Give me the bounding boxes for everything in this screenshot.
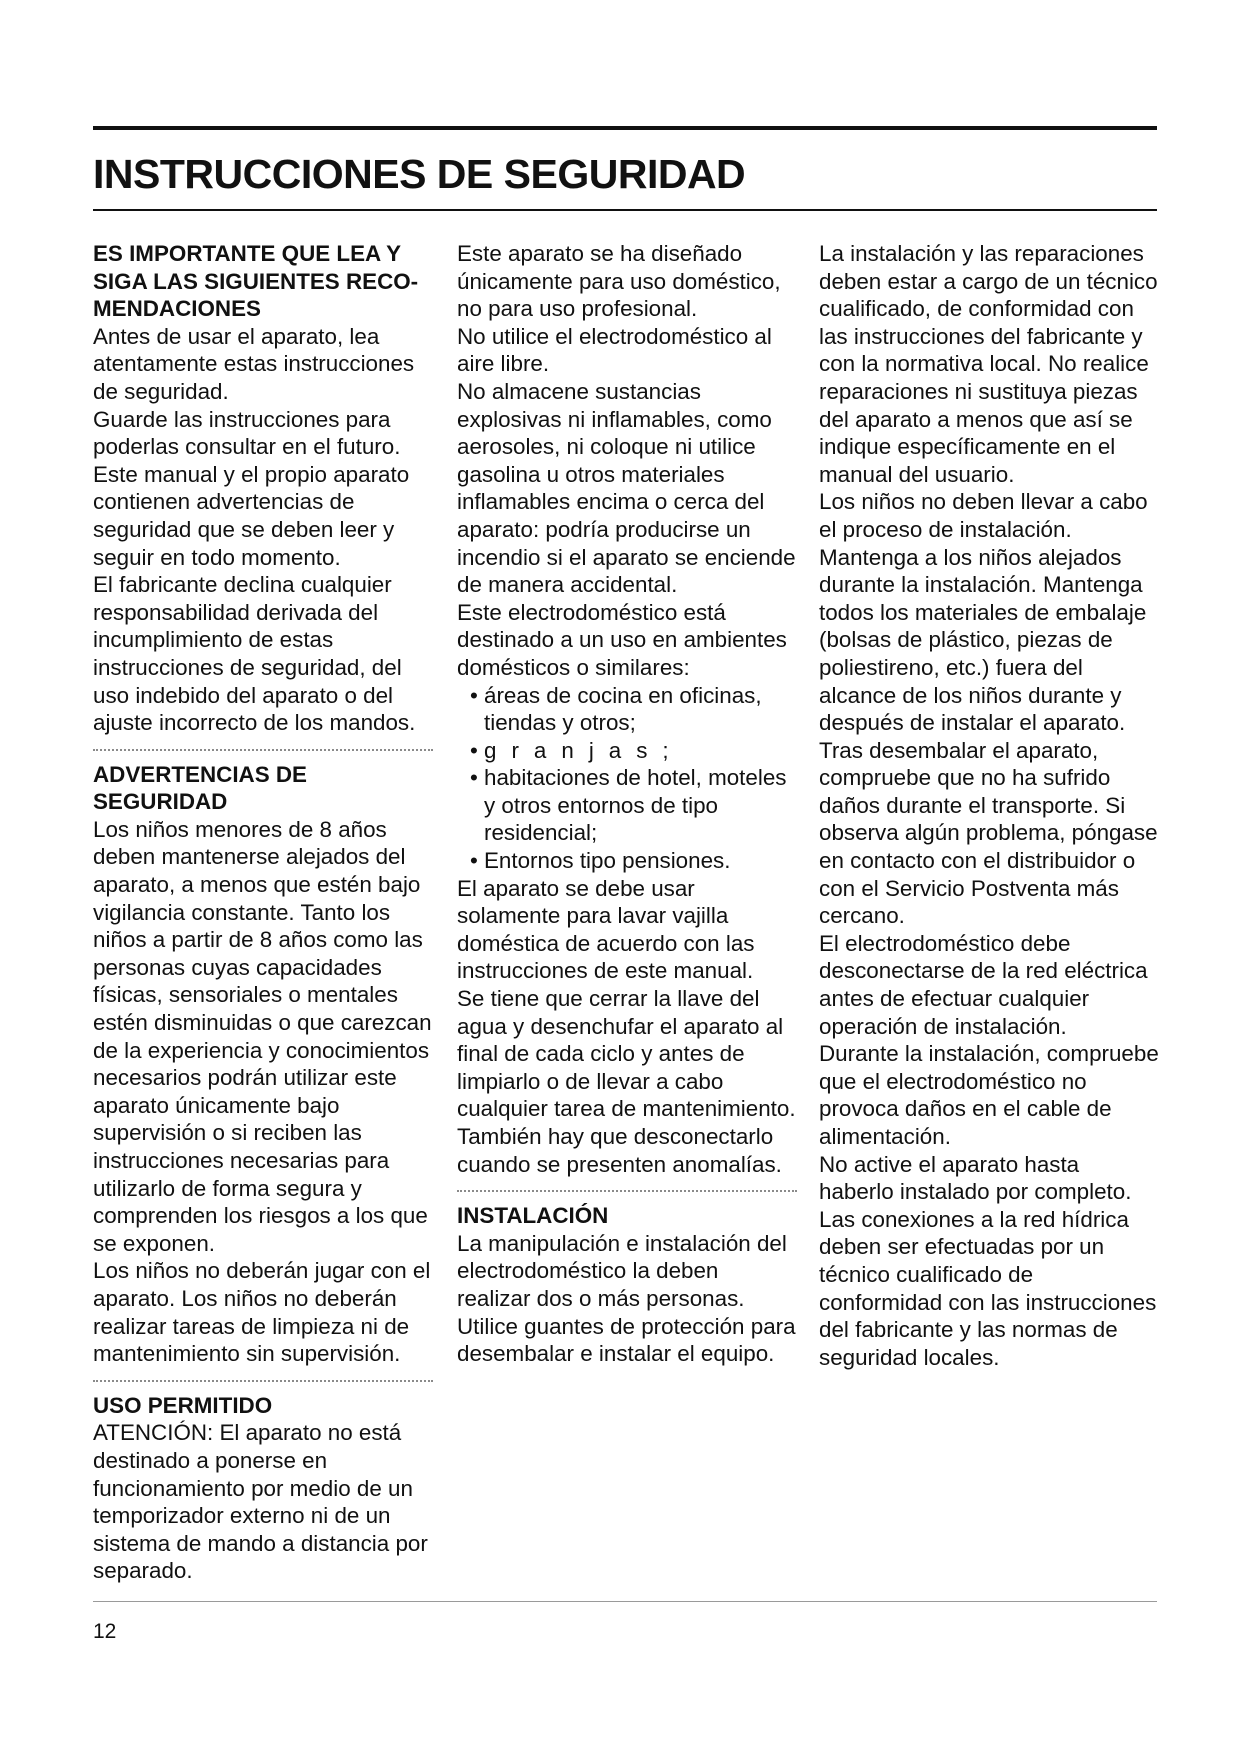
column-2 bbox=[457, 240, 797, 1368]
paragraph: Este electrodoméstico está destinado a un uso en ambientes domésticos o similares: bbox=[457, 599, 787, 680]
paragraph: No active el aparato hasta haberlo instalado por completo. bbox=[819, 1151, 1132, 1205]
list-item: • áreas de cocina en oficinas, tiendas y otros; bbox=[457, 682, 797, 737]
paragraph: Guarde las instrucciones para poderlas consultar en el futuro. bbox=[93, 406, 401, 460]
paragraph: La instalación y las reparaciones deben estar a cargo de un técnico cualificado, de conformidad con las instrucciones del fabricante y con la normativa local. No realice reparaciones ni sustituya piezas del aparato a menos que así se indique específicamente en el manual del usuario. bbox=[819, 241, 1158, 487]
section-heading-advertencias: ADVERTENCIAS DE SEGURIDAD bbox=[93, 761, 307, 815]
paragraph: Antes de usar el aparato, lea atentamente estas instrucciones de seguridad. bbox=[93, 323, 415, 404]
paragraph: La manipulación e instalación del electrodoméstico la deben realizar dos o más personas. Utilice guantes de protección para desembalar e instalar el equipo. bbox=[457, 1230, 796, 1367]
paragraph: Se tiene que cerrar la llave del agua y desenchufar el aparato al final de cada ciclo y antes de limpiarlo o de llevar a cabo cualquier tarea de mantenimiento. bbox=[457, 986, 796, 1122]
section-instalacion bbox=[457, 1202, 797, 1368]
section-uso-permitido bbox=[93, 1392, 433, 1585]
paragraph: El fabricante declina cualquier responsabilidad derivada del incumplimiento de estas instrucciones de seguridad, del uso indebido del aparato o del ajuste incorrecto de los mandos. bbox=[93, 572, 416, 736]
section-heading-instalacion: INSTALACIÓN bbox=[457, 1203, 609, 1229]
paragraph: No almacene sustancias explosivas ni inflamables, como aerosoles, ni coloque ni utilice gasolina u otros materiales inflamables encima o cerca del aparato: podría producirse un incendio si el aparato se enciende de manera accidental. bbox=[457, 378, 796, 598]
section-heading-uso-permitido: USO PERMITIDO bbox=[93, 1392, 273, 1418]
list-item: • Entornos tipo pensiones. bbox=[457, 847, 797, 875]
dotted-divider bbox=[457, 1190, 797, 1192]
paragraph: Durante la instalación, compruebe que el electrodoméstico no provoca daños en el cable de alimentación. bbox=[819, 1041, 1159, 1149]
column-1 bbox=[93, 240, 433, 1585]
paragraph: Este manual y el propio aparato contienen advertencias de seguridad que se deben leer y seguir en todo momento. bbox=[93, 461, 410, 570]
top-rule bbox=[93, 126, 1157, 130]
section-importante bbox=[93, 240, 433, 737]
environment-list bbox=[457, 682, 797, 875]
title-underline bbox=[93, 209, 1157, 211]
dotted-divider bbox=[93, 749, 433, 751]
paragraph: Las conexiones a la red hídrica deben ser efectuadas por un técnico cualificado de conformidad con las instrucciones del fabricante y las normas de seguridad locales. bbox=[819, 1206, 1157, 1370]
column-3 bbox=[819, 240, 1159, 1371]
paragraph: Este aparato se ha diseñado únicamente para uso doméstico, no para uso profesional. bbox=[457, 241, 781, 322]
list-item: • granjas; bbox=[457, 737, 797, 765]
paragraph: Tras desembalar el aparato, compruebe que no ha sufrido daños durante el transporte. Si observa algún problema, póngase en contacto con el distribuidor o con el Servicio Postventa más cercano. bbox=[819, 737, 1158, 929]
paragraph: ATENCIÓN: El aparato no está destinado a ponerse en funcionamiento por medio de un temporizador externo ni de un sistema de mando a distancia por separado. bbox=[93, 1420, 428, 1584]
section-advertencias bbox=[93, 761, 433, 1368]
page-title: INSTRUCCIONES DE SEGURIDAD bbox=[93, 151, 746, 197]
paragraph: El electrodoméstico debe desconectarse de la red eléctrica antes de efectuar cualquier operación de instalación. bbox=[819, 930, 1148, 1039]
paragraph: El aparato se debe usar solamente para lavar vajilla doméstica de acuerdo con las instrucciones de este manual. bbox=[457, 875, 755, 984]
list-item: • habitaciones de hotel, moteles y otros entornos de tipo residencial; bbox=[457, 764, 797, 847]
page-number: 12 bbox=[93, 1620, 117, 1643]
paragraph: Los niños no deberán jugar con el aparato. Los niños no deberán realizar tareas de limpieza ni de mantenimiento sin supervisión. bbox=[93, 1258, 431, 1367]
section-heading-importante: ES IMPORTANTE QUE LEA Y SIGA LAS SIGUIENTES RECO- MENDACIONES bbox=[93, 241, 419, 322]
paragraph: Los niños no deben llevar a cabo el proceso de instalación. Mantenga a los niños alejados durante la instalación. Mantenga todos los materiales de embalaje (bolsas de plástico, piezas de poliestireno, etc.) fuera del alcance de los niños durante y después de instalar el aparato. bbox=[819, 489, 1148, 736]
paragraph: También hay que desconectarlo cuando se presenten anomalías. bbox=[457, 1124, 782, 1177]
dotted-divider bbox=[93, 1380, 433, 1382]
paragraph: Los niños menores de 8 años deben mantenerse alejados del aparato, a menos que estén bajo vigilancia constante. Tanto los niños a partir de 8 años como las personas cuyas capacidades físicas, sensoriales o mentales estén disminuidas o que carezcan de la experiencia y conocimientos necesarios podrán utilizar este aparato únicamente bajo supervisión o si reciben las instrucciones necesarias para utilizarlo de forma segura y comprenden los riesgos a los que se exponen. bbox=[93, 816, 432, 1256]
paragraph: No utilice el electrodoméstico al aire libre. bbox=[457, 323, 772, 377]
footer-rule bbox=[93, 1601, 1157, 1602]
